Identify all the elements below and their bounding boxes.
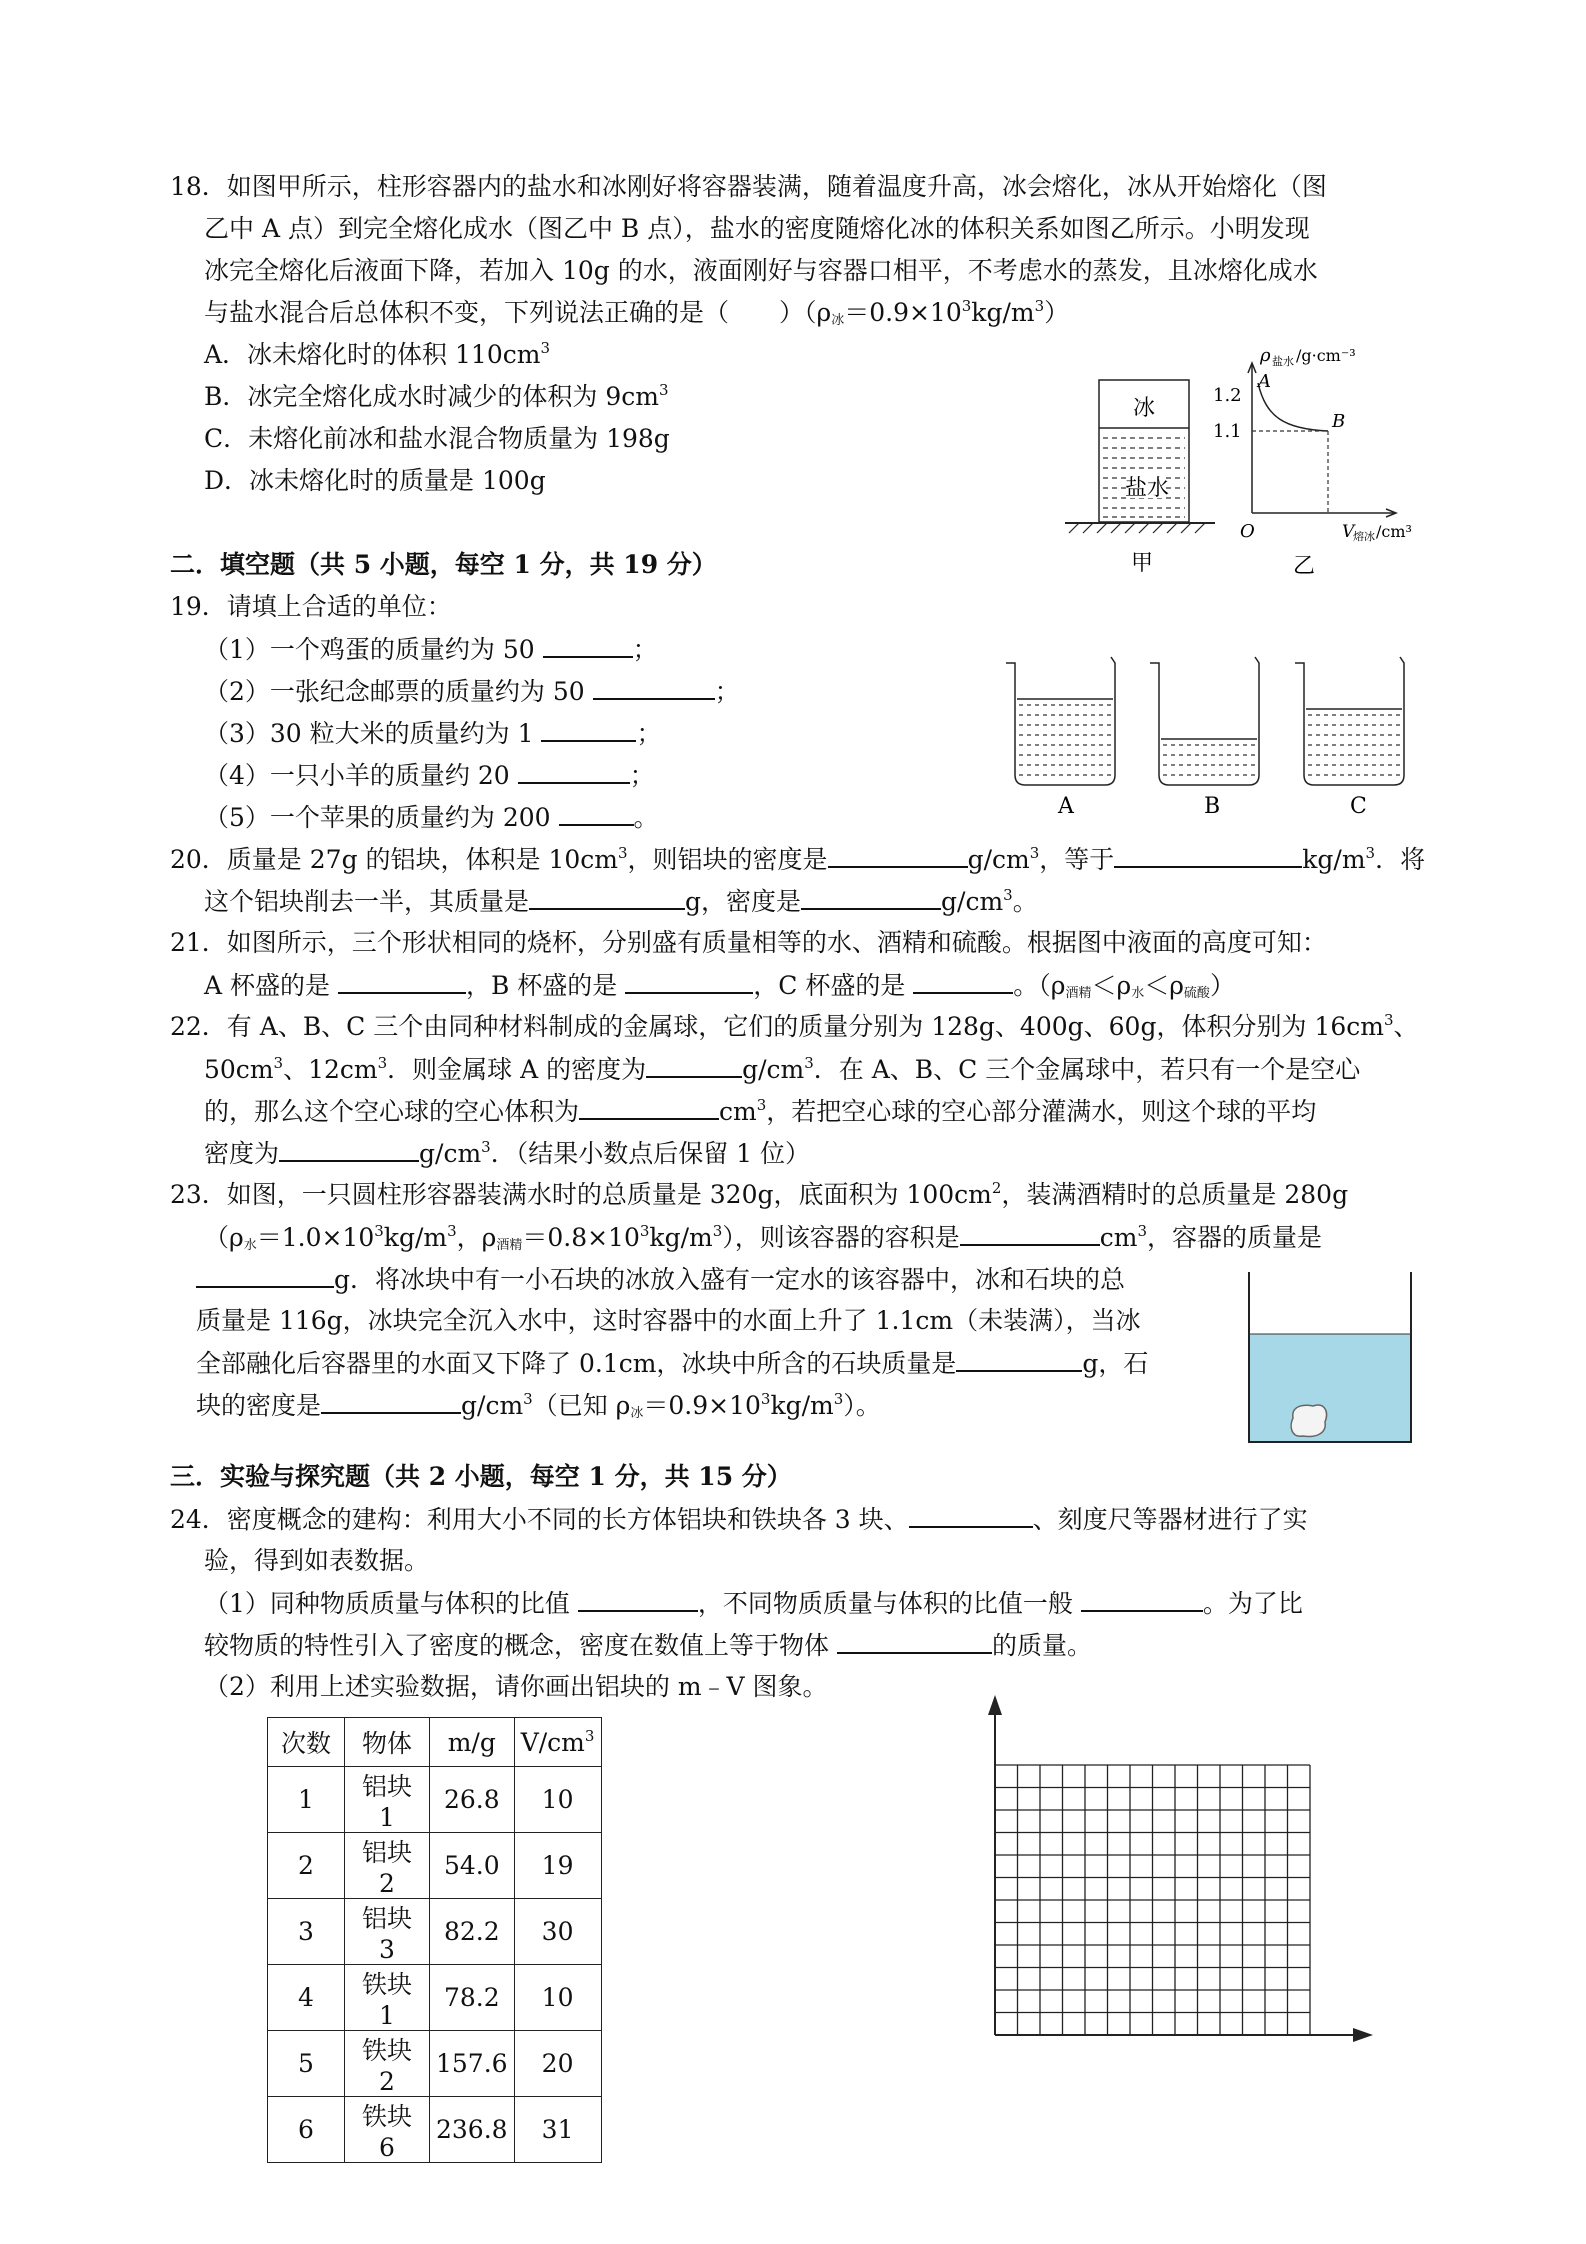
table-row: [268, 2031, 602, 2097]
q19-item-1: （1）一个鸡蛋的质量约为 50 ；: [204, 632, 658, 667]
table-cell: 铁块 1: [345, 1965, 430, 2031]
table-cell: 铝块 3: [345, 1899, 430, 1965]
table-cell: 31: [514, 2097, 601, 2163]
q21-line-2: A 杯盛的是 ，B 杯盛的是 ，C 杯盛的是 。$(\rho_{酒精}<\rho_水<\rho_{硫酸})$: [204, 968, 1235, 1003]
q24-line-1: 24．密度概念的建构：利用大小不同的长方体铝块和铁块各 3 块、 、刻度尺等器材进行了实: [170, 1502, 1308, 1537]
figure-jia-label: 甲: [1131, 551, 1154, 576]
q19-item-5: （5）一个苹果的质量约为 200 。: [204, 800, 659, 835]
blank[interactable]: [196, 1262, 334, 1288]
table-cell: 铝块 2: [345, 1833, 430, 1899]
blank[interactable]: [279, 1136, 419, 1162]
q23-line-6: 块的密度是 $g/cm^3$（已知 $\rho_冰=0.9\times 10^3kg/m^3$）。: [196, 1390, 881, 1421]
table-cell: 铁块 6: [345, 2097, 430, 2163]
section-2-title: 二．填空题（共 5 小题，每空 1 分，共 19 分）: [170, 550, 717, 579]
q18-option-b: B．冰完全熔化成水时减少的体积为 $9cm^3$: [204, 381, 669, 411]
blank[interactable]: [541, 716, 636, 742]
table-header-row: [268, 1718, 602, 1767]
table-cell: 4: [268, 1965, 345, 2031]
q24-line-2: 验，得到如表数据。: [204, 1546, 430, 1575]
table-cell: 2: [268, 1833, 345, 1899]
table-cell: 157.6: [430, 2031, 515, 2097]
q23-line-4: 质量是 116g，冰块完全沉入水中，这时容器中的水面上升了 1.1cm（未装满），当冰: [196, 1306, 1141, 1335]
graph-x-label: V: [1342, 522, 1355, 542]
q20-line-2: 这个铝块削去一半，其质量是 g，密度是 $g/cm^3$。: [204, 886, 1038, 916]
q18-line-2: 乙中 A 点）到完全熔化成水（图乙中 B 点），盐水的密度随熔化冰的体积关系如图乙所示。小明发现: [204, 214, 1310, 243]
table-cell: 6: [268, 2097, 345, 2163]
q18-line-4: 与盐水混合后总体积不变，下列说法正确的是（ ）$(\rho_冰=0.9\times 10^3kg/m^3)$: [204, 297, 1070, 328]
blank[interactable]: [828, 842, 968, 868]
table-cell: 铝块 1: [345, 1767, 430, 1833]
q22-line-1: 22．有 A、B、C 三个由同种材料制成的金属球，它们的质量分别为 128g、400g、60g，体积分别为 $16cm^3$、: [170, 1011, 1419, 1041]
tick-1-1: 1.1: [1213, 421, 1242, 442]
water-fill: [1249, 1334, 1411, 1442]
tick-1-2: 1.2: [1213, 385, 1242, 406]
q23-container-figure: [1245, 1270, 1420, 1450]
q20-line-1: 20．质量是 27g 的铝块，体积是 $10cm^3$，则铝块的密度是 $g/cm^3$，等于 $kg/m^3$．将: [170, 844, 1426, 874]
blank[interactable]: [321, 1388, 461, 1414]
q21-line-1: 21．如图所示，三个形状相同的烧杯，分别盛有质量相等的水、酒精和硫酸。根据图中液面的高度可知：: [170, 928, 1327, 957]
table-cell: 82.2: [430, 1899, 515, 1965]
beaker-b-label: B: [1204, 794, 1221, 819]
table-header-cell: m/g: [430, 1718, 515, 1767]
table-cell: 19: [514, 1833, 601, 1899]
q22-line-3: 的，那么这个空心球的空心体积为 $cm^3$，若把空心球的空心部分灌满水，则这个球的平均: [204, 1096, 1317, 1126]
y-axis-arrow: [988, 1695, 1002, 1715]
point-a-label: A: [1258, 371, 1271, 392]
table-header-cell: 物体: [345, 1718, 430, 1767]
table-row: [268, 1899, 602, 1965]
blank[interactable]: [529, 884, 685, 910]
table-row: [268, 1767, 602, 1833]
x-axis-arrow: [1353, 2028, 1373, 2042]
q22-line-4: 密度为 $g/cm^3$．（结果小数点后保留 1 位）: [204, 1138, 811, 1168]
q23-line-5: 全部融化后容器里的水面又下降了 0.1cm，冰块中所含的石块质量是 g，石: [196, 1346, 1148, 1381]
mv-graph-grid[interactable]: [985, 1695, 1375, 2045]
table-cell: 3: [268, 1899, 345, 1965]
ice-label: 冰: [1133, 396, 1156, 421]
table-cell: 1: [268, 1767, 345, 1833]
blank[interactable]: [1114, 842, 1302, 868]
blank[interactable]: [1081, 1586, 1203, 1612]
blank[interactable]: [559, 800, 634, 826]
q18-line-3: 冰完全熔化后液面下降，若加入 10g 的水，液面刚好与容器口相平，不考虑水的蒸发，且冰熔化成水: [204, 256, 1318, 285]
q24-line-4: 较物质的特性引入了密度的概念，密度在数值上等于物体 的质量。: [204, 1628, 1092, 1663]
q23-line-2: （$\rho_水=1.0\times 10^3kg/m^3$，$\rho_{酒精}=0.8\times 10^3kg/m^3$），则该容器的容积是 $cm^3$，容器的质量是: [204, 1222, 1323, 1253]
table-cell: 236.8: [430, 2097, 515, 2163]
table-cell: 26.8: [430, 1767, 515, 1833]
blank[interactable]: [909, 1502, 1033, 1528]
q23-line-3: g．将冰块中有一小石块的冰放入盛有一定水的该容器中，冰和石块的总: [196, 1262, 1125, 1297]
blank[interactable]: [543, 632, 633, 658]
blank[interactable]: [837, 1628, 992, 1654]
graph-y-label: ρ: [1260, 345, 1271, 366]
table-row: [268, 1833, 602, 1899]
table-cell: 10: [514, 1767, 601, 1833]
table-cell: 铁块 2: [345, 2031, 430, 2097]
section-3-title: 三．实验与探究题（共 2 小题，每空 1 分，共 15 分）: [170, 1462, 792, 1491]
blank[interactable]: [801, 884, 941, 910]
graph-y-unit: /g·cm⁻³: [1296, 346, 1356, 365]
blank[interactable]: [338, 968, 466, 994]
blank[interactable]: [578, 1586, 698, 1612]
figure-yi-label: 乙: [1293, 554, 1316, 579]
q18-figure-graph: [1210, 345, 1450, 580]
table-cell: 5: [268, 2031, 345, 2097]
table-cell: 54.0: [430, 1833, 515, 1899]
q24-data-table: [267, 1717, 602, 2163]
graph-x-label-sub: 熔冰: [1353, 530, 1375, 543]
blank[interactable]: [646, 1052, 742, 1078]
q21-beakers-figure: [1000, 655, 1440, 820]
q18-option-c: C．未熔化前冰和盐水混合物质量为 198g: [204, 424, 670, 453]
point-b-label: B: [1332, 411, 1346, 432]
beaker-c-label: C: [1350, 794, 1367, 819]
q24-line-3: （1）同种物质质量与体积的比值 ，不同物质质量与体积的比值一般 。为了比: [204, 1586, 1303, 1621]
q23-line-1: 23．如图，一只圆柱形容器装满水时的总质量是 320g，底面积为 $100cm^2$，装满酒精时的总质量是 280g: [170, 1179, 1349, 1209]
table-row: [268, 1965, 602, 2031]
stone-shape: [1291, 1405, 1326, 1436]
graph-x-unit: /cm³: [1376, 522, 1412, 541]
blank[interactable]: [956, 1346, 1082, 1372]
q19-item-4: （4）一只小羊的质量约 20 ；: [204, 758, 655, 793]
table-header-cell: $V/cm^3$: [514, 1718, 601, 1767]
table-cell: 30: [514, 1899, 601, 1965]
q19-item-2: （2）一张纪念邮票的质量约为 50 ；: [204, 674, 740, 709]
blank[interactable]: [518, 758, 630, 784]
blank[interactable]: [913, 968, 1013, 994]
blank[interactable]: [625, 968, 753, 994]
q18-figure-container: [1055, 370, 1225, 580]
q18-option-d: D．冰未熔化时的质量是 100g: [204, 466, 546, 495]
origin-label: O: [1240, 521, 1255, 542]
brine-label: 盐水: [1125, 476, 1170, 501]
q18-line-1: 18．如图甲所示，柱形容器内的盐水和冰刚好将容器装满，随着温度升高，冰会熔化，冰从开始熔化（图: [170, 172, 1327, 201]
blank[interactable]: [579, 1094, 719, 1120]
q19-stem: 19．请填上合适的单位：: [170, 592, 452, 621]
table-cell: 78.2: [430, 1965, 515, 2031]
table-cell: 20: [514, 2031, 601, 2097]
q19-item-3: （3）30 粒大米的质量约为 1 ；: [204, 716, 662, 751]
q18-option-a: A．冰未熔化时的体积 $110cm^3$: [204, 339, 550, 369]
q24-line-5: （2）利用上述实验数据，请你画出铝块的 m﹣V 图象。: [204, 1672, 828, 1701]
table-header-cell: 次数: [268, 1718, 345, 1767]
blank[interactable]: [593, 674, 715, 700]
blank[interactable]: [960, 1220, 1100, 1246]
q22-line-2: $50cm^3$、$12cm^3$．则金属球 A 的密度为 $g/cm^3$．在 A、B、C 三个金属球中，若只有一个是空心: [204, 1054, 1361, 1084]
beaker-a-label: A: [1058, 794, 1074, 819]
table-cell: 10: [514, 1965, 601, 2031]
graph-y-label-sub: 盐水: [1272, 355, 1294, 368]
table-row: [268, 2097, 602, 2163]
